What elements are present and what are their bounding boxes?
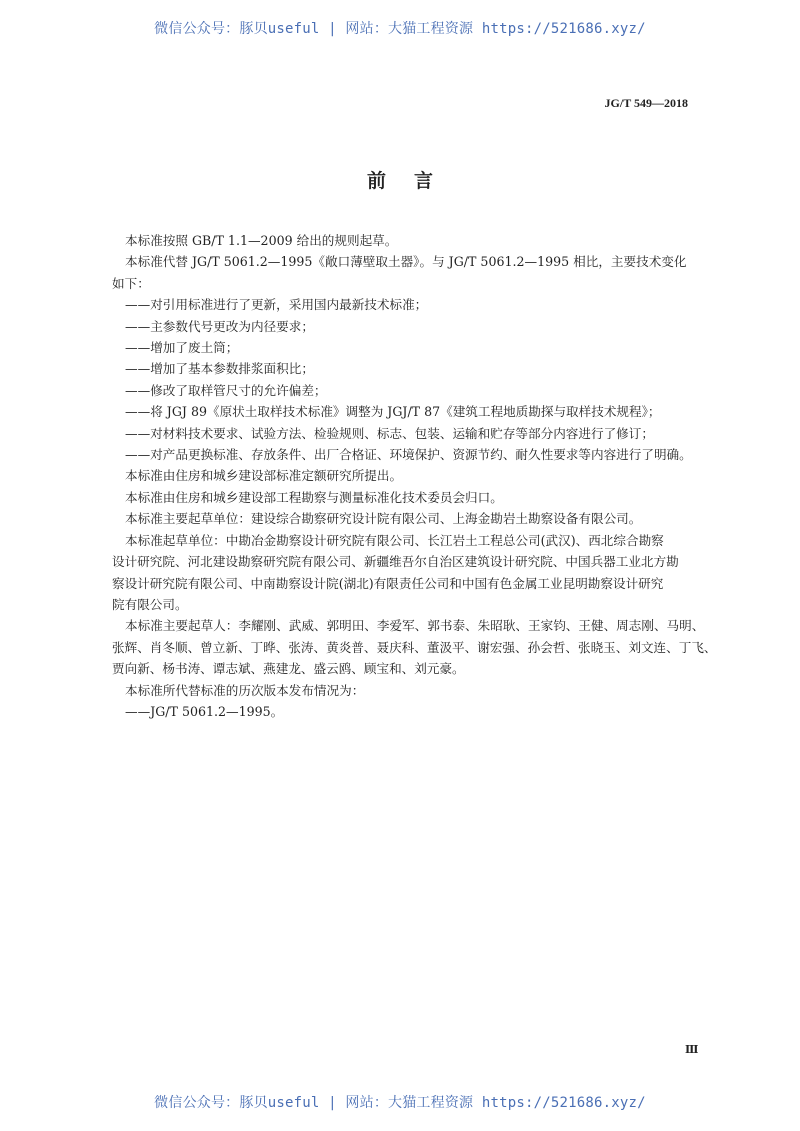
text-line: ——对引用标准进行了更新，采用国内最新技术标准；: [125, 297, 428, 313]
text-line: ——将 JGJ 89《原状土取样技术标准》调整为 JGJ/T 87《建筑工程地质勘探与取样技术规程》；: [125, 404, 661, 420]
text-line: 本标准由住房和城乡建设部工程勘察与测量标准化技术委员会归口。: [125, 489, 503, 505]
text-line: ——增加了基本参数排浆面积比；: [125, 361, 314, 377]
text-line: ——对产品更换标准、存放条件、出厂合格证、环境保护、资源节约、耐久性要求等内容进行了明确。: [125, 447, 692, 463]
text-line: 本标准按照 GB/T 1.1—2009 给出的规则起草。: [125, 233, 398, 248]
page-title: 前言: [366, 170, 461, 192]
text-line: 设计研究院、河北建设勘察研究院有限公司、新疆维吾尔自治区建筑设计研究院、中国兵器工业北方勘: [112, 554, 679, 570]
text-line: ——增加了废土筒；: [125, 340, 239, 356]
text-line: ——修改了取样管尺寸的允许偏差；: [125, 382, 327, 398]
text-line: 本标准由住房和城乡建设部标准定额研究所提出。: [125, 468, 403, 484]
text-line: 本标准起草单位：中勘冶金勘察设计研究院有限公司、长江岩土工程总公司(武汉)、西北综合勘察: [125, 532, 664, 548]
page-number: Ⅲ: [685, 1043, 699, 1056]
text-line: 察设计研究院有限公司、中南勘察设计院(湖北)有限责任公司和中国有色金属工业昆明勘察设计研究: [112, 575, 664, 591]
text-line: ——对材料技术要求、试验方法、检验规则、标志、包装、运输和贮存等部分内容进行了修订；: [125, 425, 654, 441]
text-line: 本标准所代替标准的历次版本发布情况为：: [125, 682, 365, 698]
text-line: 本标准主要起草人：李耀刚、武威、郭明田、李爱军、郭书泰、朱昭耿、王家钧、王健、周志刚、马明、: [125, 618, 705, 634]
document-number: JG/T 549—2018: [604, 96, 688, 110]
text-line: 如下：: [112, 275, 150, 291]
watermark-bottom: 微信公众号：豚贝useful | 网站：大猫工程资源 https://521686.xyz/: [154, 1095, 646, 1111]
foreword-body: [112, 230, 717, 722]
text-line: 本标准主要起草单位：建设综合勘察研究设计院有限公司、上海金勘岩土勘察设备有限公司。: [125, 511, 642, 527]
text-line: 张辉、肖冬顺、曾立新、丁晔、张涛、黄炎普、聂庆科、董汲平、谢宏强、孙会哲、张晓玉、刘文连、丁飞、: [112, 639, 717, 655]
text-line: ——JG/T 5061.2—1995。: [125, 703, 284, 719]
text-line: 本标准代替 JG/T 5061.2—1995《敞口薄壁取土器》。与 JG/T 5061.2—1995 相比，主要技术变化: [125, 254, 687, 270]
text-line: ——主参数代号更改为内径要求；: [125, 318, 314, 334]
watermark-top: 微信公众号：豚贝useful | 网站：大猫工程资源 https://521686.xyz/: [154, 21, 646, 37]
text-line: 院有限公司。: [112, 596, 188, 612]
text-line: 贾向新、杨书涛、谭志斌、燕建龙、盛云鸥、顾宝和、刘元豪。: [112, 661, 465, 677]
